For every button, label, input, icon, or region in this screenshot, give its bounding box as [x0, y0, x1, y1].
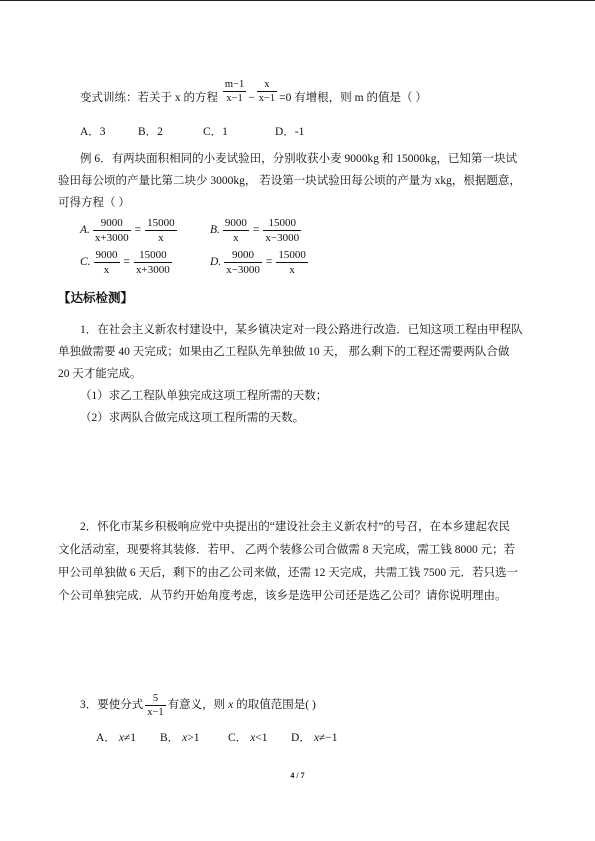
fraction-numerator: 9000: [224, 248, 262, 263]
question-line: 文化活动室，现要将其装修．若甲、 乙两个装修公司合做需 8 天完成，需工钱 8000 元；若: [58, 544, 516, 556]
variant-question-prefix: 变式训练：若关于 x 的方程: [80, 92, 218, 104]
fraction-denominator: x: [158, 231, 164, 244]
fraction: [145, 692, 165, 719]
variable: x: [228, 699, 234, 712]
question-line: 个公司单独完成．从节约开始角度考虑，该乡是选甲公司还是选乙公司？请你说明理由。: [58, 590, 507, 602]
fraction-numerator: m−1: [224, 79, 245, 90]
equals-sign: =: [123, 255, 131, 268]
fraction-numerator: x: [257, 78, 277, 92]
example-6-line: 验田每公顷的产量比第二块少 3000kg， 若设第一块试验田每公顷的产量为 xkg，根据题意，: [58, 175, 521, 187]
option-c: [228, 729, 291, 747]
question-suffix: 的取值范围是( ): [236, 699, 316, 712]
option-value: ≠1: [123, 732, 136, 744]
variable: x: [118, 732, 124, 744]
question-line: 1．在社会主义新农村建设中，某乡镇决定对一段公路进行改造．已知这项工程由甲程队: [80, 324, 523, 336]
variable: x: [182, 732, 188, 744]
option-b: [160, 729, 228, 747]
example-6-options: [80, 214, 310, 278]
variant-fraction-2: [257, 78, 277, 105]
question-middle: 有意义，则: [167, 699, 226, 712]
option-d: [210, 248, 310, 277]
page-number: 4 / 7: [290, 771, 305, 780]
question-2: [58, 516, 518, 608]
option-a: [80, 216, 210, 245]
option-d: D．-1: [275, 126, 305, 138]
question-line: 20 天才能完成。: [58, 368, 142, 380]
variant-question-suffix: =0 有增根，则 m 的值是（ ）: [279, 92, 427, 104]
equals-sign: =: [134, 223, 142, 236]
fraction: [263, 216, 301, 245]
example-6-line: 例 6．有两块面积相同的小麦试验田，分别收获小麦 9000kg 和 15000kg，已知第一块试: [80, 153, 517, 165]
fraction-denominator: x−3000: [226, 263, 260, 276]
fraction-denominator: x: [233, 231, 239, 244]
fraction: [134, 248, 172, 277]
option-label: A．: [96, 732, 116, 744]
variant-fraction-1: [223, 78, 246, 105]
option-a: A．3: [80, 126, 106, 138]
equals-sign: =: [265, 255, 273, 268]
options-row: [80, 246, 310, 278]
variable: x: [250, 732, 256, 744]
fraction: [145, 216, 177, 245]
fraction-numerator: 15000: [263, 216, 301, 231]
fraction-denominator: x−1: [147, 707, 164, 718]
option-label: B.: [210, 223, 220, 236]
sub-question-1: （1）求乙工程队单独完成这项工程所需的天数；: [80, 390, 328, 402]
option-a: [96, 729, 160, 747]
equals-sign: =: [252, 223, 260, 236]
option-b: [210, 216, 303, 245]
fraction-denominator: x+3000: [136, 263, 170, 276]
fraction: [94, 248, 120, 277]
fraction: [276, 248, 308, 277]
fraction-numerator: 9000: [95, 248, 118, 261]
options-row: [80, 214, 310, 246]
question-1: [58, 319, 523, 429]
fraction-denominator: x: [289, 263, 295, 276]
question-line: 2．怀化市某乡积极响应党中央提出的“建设社会主义新农村”的号召，在本乡建起农民: [80, 521, 510, 533]
question-3-options: [96, 729, 337, 747]
option-value: >1: [187, 732, 200, 744]
option-label: A.: [80, 223, 90, 236]
option-label: C．: [228, 732, 248, 744]
question-line: 单独做需要 40 天完成；如果由乙工程队先单独做 10 天， 那么剩下的工程还需要两队合做: [58, 346, 510, 358]
option-b: B．2: [138, 126, 163, 138]
option-label: D.: [210, 255, 222, 268]
option-value: <1: [255, 732, 268, 744]
fraction-denominator: x−1: [226, 93, 243, 104]
example-6-line: 可得方程（ ）: [58, 197, 130, 209]
option-c: C．1: [203, 126, 228, 138]
question-prefix: 3．要使分式: [80, 699, 144, 712]
fraction-denominator: x+3000: [94, 231, 129, 244]
fraction-numerator: 9000: [224, 216, 247, 229]
fraction-numerator: 15000: [147, 216, 175, 229]
option-label: C.: [80, 255, 91, 268]
fraction-numerator: 15000: [278, 248, 306, 261]
option-label: B．: [160, 732, 180, 744]
section-title: 【达标检测】: [58, 291, 134, 305]
sub-question-2: （2）求两队合做完成这项工程所需的天数。: [80, 412, 305, 424]
fraction: [223, 216, 249, 245]
fraction-denominator: x: [103, 263, 110, 276]
top-rule: [0, 0, 595, 1]
fraction-denominator: x−1: [258, 93, 276, 104]
fraction-denominator: x−3000: [265, 231, 300, 244]
option-label: D．: [291, 732, 311, 744]
question-3: [80, 692, 316, 719]
example-6: [58, 148, 521, 214]
question-line: 甲公司单独做 6 天后，剩下的由乙公司来做，还需 12 天完成，共需工钱 7500 元．若只选一: [58, 567, 518, 579]
option-d: [291, 729, 337, 747]
option-value: ≠−1: [318, 732, 338, 744]
minus-sign: −: [248, 92, 255, 104]
fraction-numerator: 5: [145, 692, 165, 706]
fraction-numerator: 15000: [134, 248, 172, 263]
variant-options: [80, 124, 304, 140]
fraction: [224, 248, 262, 277]
fraction: [93, 216, 131, 245]
fraction-numerator: 9000: [93, 216, 131, 231]
variable: x: [313, 732, 319, 744]
variant-exercise: [80, 78, 427, 105]
option-c: [80, 248, 210, 277]
